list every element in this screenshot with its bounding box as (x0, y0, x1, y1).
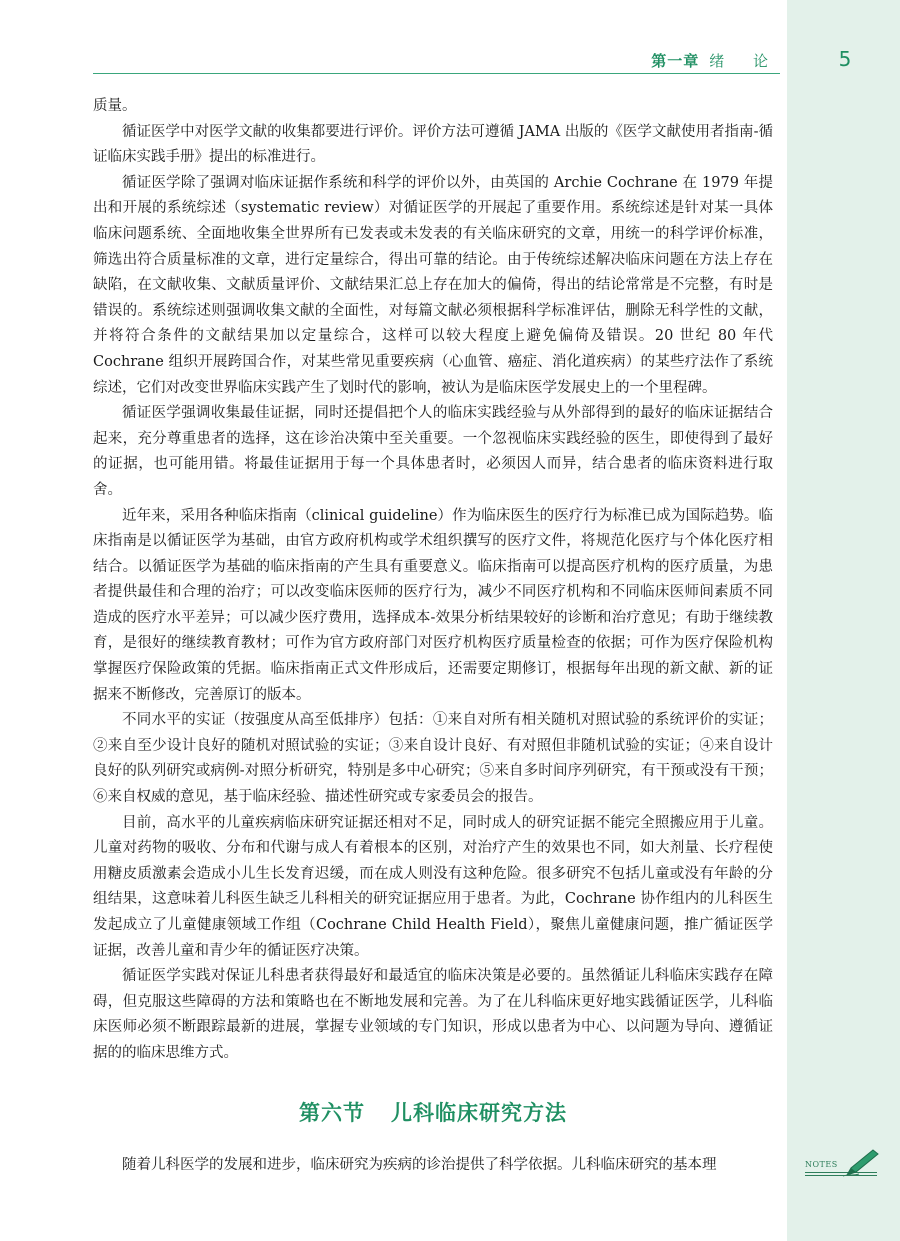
chapter-title: 绪 论 (709, 52, 780, 70)
margin-strip (787, 0, 900, 1241)
paragraph: 不同水平的实证（按强度从高至低排序）包括：①来自对所有相关随机对照试验的系统评价的实证；②来自至少设计良好的随机对照试验的实证；③来自设计良好、有对照但非随机试验的实证；④来自设计良好的队列研究或病例-对照分析研究，特别是多中心研究；⑤来自多时间序列研究，有干预或没有干预；⑥来自权威的意见，基于临床经验、描述性研究或专家委员会的报告。 (93, 712, 773, 806)
paragraph: 循证医学强调收集最佳证据，同时还提倡把个人的临床实践经验与从外部得到的最好的临床证据结合起来，充分尊重患者的选择，这在诊治决策中至关重要。一个忽视临床实践经验的医生，即使得到了最好的证据，也可能用错。将最佳证据用于每一个具体患者时，必须因人而异，结合患者的临床资料进行取舍。 (93, 405, 773, 498)
page-number: 5 (838, 47, 852, 71)
pen-icon (841, 1148, 881, 1178)
chapter-number: 第一章 (651, 52, 700, 70)
section-number: 第六节 (299, 1101, 365, 1125)
notes-label: NOTES (805, 1160, 838, 1169)
running-header (93, 48, 780, 74)
paragraph: 近年来，采用各种临床指南（clinical guideline）作为临床医生的医疗行为标准已成为国际趋势。临床指南是以循证医学为基础，由官方政府机构或学术组织撰写的医疗文件，将规范化医疗与个体化医疗相结合。以循证医学为基础的临床指南的产生具有重要意义。临床指南可以提高医疗机构的医疗质量，为患者提供最佳和合理的治疗；可以改变临床医师的医疗行为，减少不同医疗机构和不同临床医师间素质不同造成的医疗水平差异；可以减少医疗费用，选择成本-效果分析结果较好的诊断和治疗意见；有助于继续教育，是很好的继续教育教材；可作为官方政府部门对医疗机构医疗质量检查的依据；可作为医疗保险机构掌握医疗保险政策的凭据。临床指南正式文件形成后，还需要定期修订，根据每年出现的新文献、新的证据来不断修改，完善原订的版本。 (93, 507, 773, 703)
section-body (93, 1153, 773, 1179)
paragraph: 随着儿科医学的发展和进步，临床研究为疾病的诊治提供了科学依据。儿科临床研究的基本理 (122, 1157, 717, 1173)
paragraph: 循证医学实践对保证儿科患者获得最好和最适宜的临床决策是必要的。虽然循证儿科临床实践存在障碍，但克服这些障碍的方法和策略也在不断地发展和完善。为了在儿科临床更好地实践循证医学，儿科临床医师必须不断跟踪最新的进展，掌握专业领域的专门知识，形成以患者为中心、以问题为导向、遵循证据的的临床思维方式。 (93, 968, 773, 1061)
section-heading (93, 1097, 773, 1127)
notes-badge (805, 1148, 883, 1184)
paragraph: 目前，高水平的儿童疾病临床研究证据还相对不足，同时成人的研究证据不能完全照搬应用于儿童。儿童对药物的吸收、分布和代谢与成人有着根本的区别，对治疗产生的效果也不同，如大剂量、长疗程使用糖皮质激素会造成小儿生长发育迟缓，而在成人则没有这种危险。很多研究不包括儿童或没有年龄的分组结果，这意味着儿科医生缺乏儿科相关的研究证据应用于患者。为此，Cochrane 协作组内的儿科医生发起成立了儿童健康领域工作组（Cochrane Child Health Field），聚焦儿童健康问题，推广循证医学证据，改善儿童和青少年的循证医疗决策。 (93, 814, 773, 959)
header-rule (93, 73, 780, 74)
section-title: 儿科临床研究方法 (391, 1101, 567, 1125)
paragraph: 循证医学中对医学文献的收集都要进行评价。评价方法可遵循 JAMA 出版的《医学文献使用者指南-循证临床实践手册》提出的标准进行。 (93, 123, 773, 166)
body-text (93, 94, 773, 1067)
paragraph: 质量。 (93, 98, 137, 114)
chapter-heading (651, 50, 780, 71)
paragraph: 循证医学除了强调对临床证据作系统和科学的评价以外，由英国的 Archie Cochrane 在 1979 年提出和开展的系统综述（systematic review）对循证医学的开展起了重要作用。系统综述是针对某一具体临床问题系统、全面地收集全世界所有已发表或未发表的有关临床研究的文章，用统一的科学评价标准，筛选出符合质量标准的文章，进行定量综合，得出可靠的结论。由于传统综述解决临床问题在方法上存在缺陷，在文献收集、文献质量评价、文献结果汇总上存在加大的偏倚，得出的结论常常是不完整，有时是错误的。系统综述则强调收集文献的全面性，对每篇文献必须根据科学标准评估，删除无科学性的文献，并将符合条件的文献结果加以定量综合，这样可以较大程度上避免偏倚及错误。20 世纪 80 年代 Cochrane 组织开展跨国合作，对某些常见重要疾病（心血管、癌症、消化道疾病）的某些疗法作了系统综述，它们对改变世界临床实践产生了划时代的影响，被认为是临床医学发展史上的一个里程碑。 (93, 174, 773, 396)
